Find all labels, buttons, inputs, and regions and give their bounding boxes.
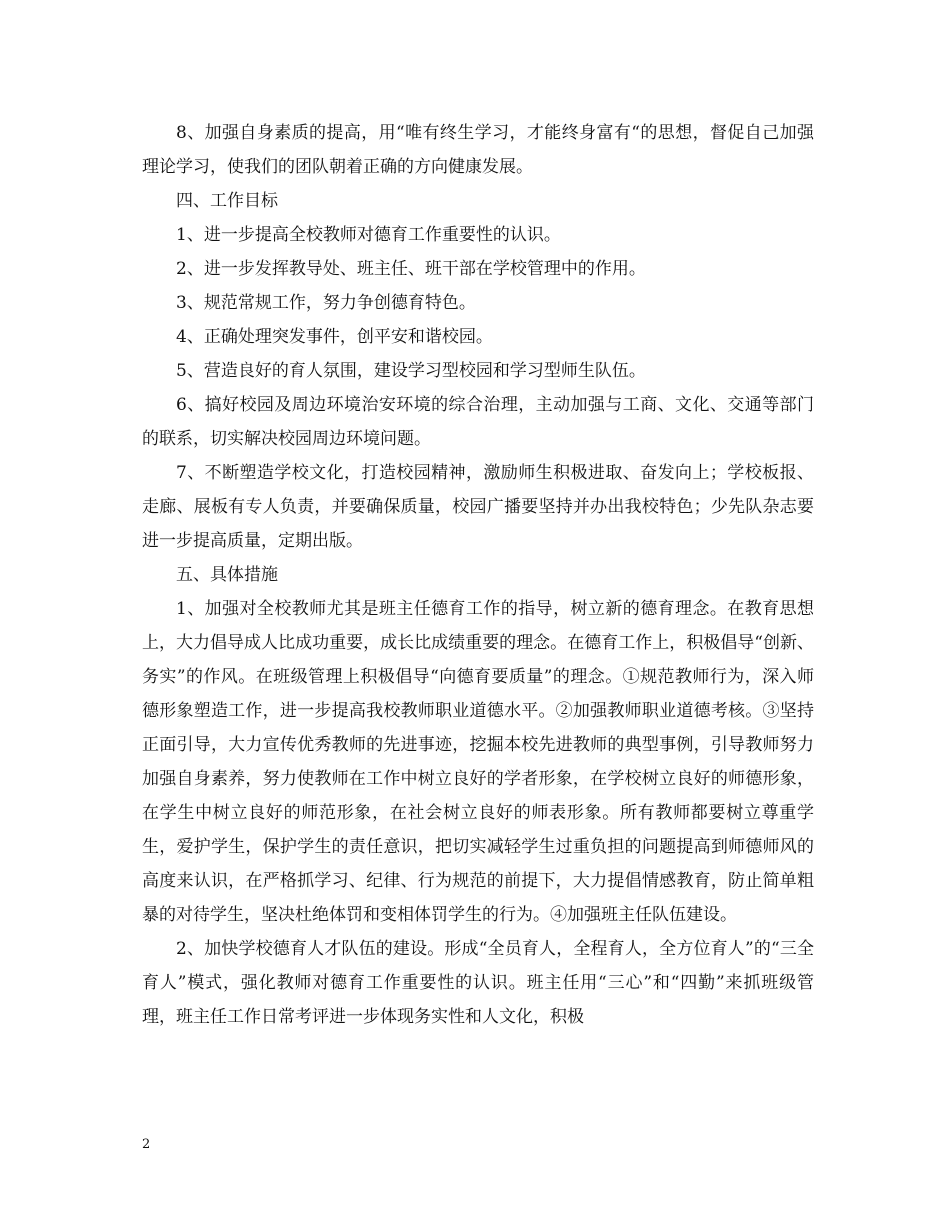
goal-item-6: 6、搞好校园及周边环境治安环境的综合治理，主动加强与工商、文化、交通等部门的联系，切实解决校园周边环境问题。 xyxy=(142,395,814,449)
goal-item-1: 1、进一步提高全校教师对德育工作重要性的认识。 xyxy=(176,225,561,245)
goal-item-4: 4、正确处理突发事件，创平安和谐校园。 xyxy=(176,327,493,347)
goal-item-2: 2、进一步发挥教导处、班主任、班干部在学校管理中的作用。 xyxy=(176,259,646,279)
goal-item-5: 5、营造良好的育人氛围，建设学习型校园和学习型师生队伍。 xyxy=(176,361,646,381)
measure-item-2: 2、加快学校德育人才队伍的建设。形成“全员育人，全程育人，全方位育人”的“三全育人”模式，强化教师对德育工作重要性的认识。班主任用“三心”和“四勤”来抓班级管理，班主任工作日常考评进一步体现务实性和人文化，积极 xyxy=(142,939,814,1027)
section-heading-work-goals: 四、工作目标 xyxy=(176,191,278,211)
document-body xyxy=(142,116,814,1034)
measure-item-1: 1、加强对全校教师尤其是班主任德育工作的指导，树立新的德育理念。在教育思想上，大力倡导成人比成功重要，成长比成绩重要的理念。在德育工作上，积极倡导“创新、务实”的作风。在班级管理上积极倡导“向德育要质量”的理念。①规范教师行为，深入师德形象塑造工作，进一步提高我校教师职业道德水平。②加强教师职业道德考核。③坚持正面引导，大力宣传优秀教师的先进事迹，挖掘本校先进教师的典型事例，引导教师努力加强自身素养，努力使教师在工作中树立良好的学者形象，在学校树立良好的师德形象，在学生中树立良好的师范形象，在社会树立良好的师表形象。所有教师都要树立尊重学生，爱护学生，保护学生的责任意识，把切实减轻学生过重负担的问题提高到师德师风的高度来认识，在严格抓学习、纪律、行为规范的前提下，大力提倡情感教育，防止简单粗暴的对待学生，坚决杜绝体罚和变相体罚学生的行为。④加强班主任队伍建设。 xyxy=(142,599,814,925)
section-heading-measures: 五、具体措施 xyxy=(176,565,278,585)
paragraph-item-8: 8、加强自身素质的提高，用“唯有终生学习，才能终身富有“的思想，督促自己加强理论学习，使我们的团队朝着正确的方向健康发展。 xyxy=(142,123,814,177)
page-number: 2 xyxy=(142,1137,151,1152)
goal-item-3: 3、规范常规工作，努力争创德育特色。 xyxy=(176,293,476,313)
goal-item-7: 7、不断塑造学校文化，打造校园精神，激励师生积极进取、奋发向上；学校板报、走廊、展板有专人负责，并要确保质量，校园广播要坚持并办出我校特色；少先队杂志要进一步提高质量，定期出版。 xyxy=(142,463,814,551)
